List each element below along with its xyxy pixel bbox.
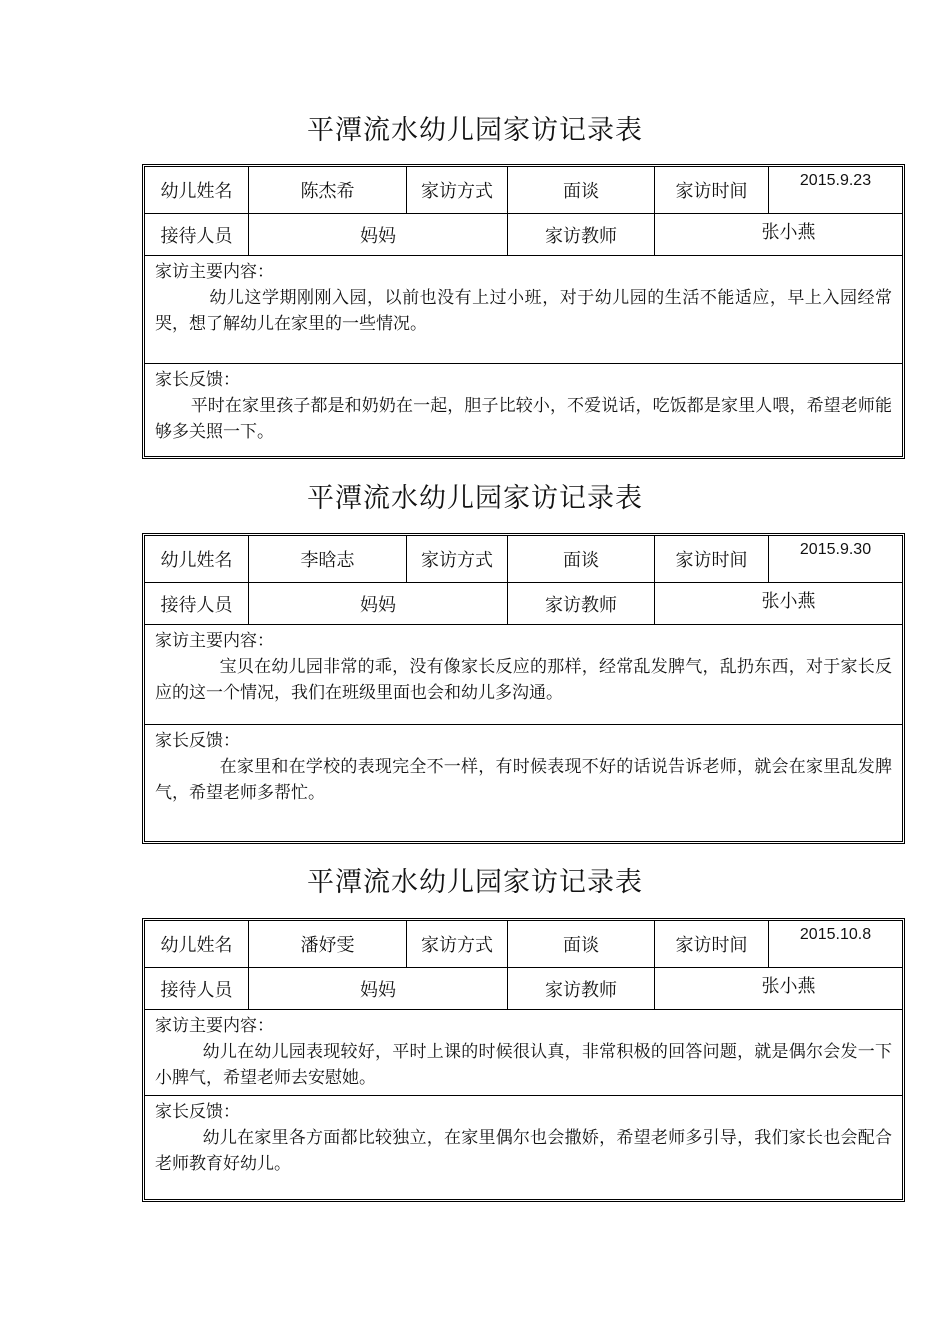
visit-content-text: 宝贝在幼儿园非常的乖，没有像家长反应的那样，经常乱发脾气，乱扔东西，对于家长反应的这一个情况，我们在班级里面也会和幼儿多沟通。 (155, 657, 892, 703)
teacher-value: 张小燕 (761, 591, 816, 612)
parent-feedback-text: 在家里和在学校的表现完全不一样，有时候表现不好的话说告诉老师，就会在家里乱发脾气，希望老师多帮忙。 (155, 757, 892, 803)
teacher-label: 家访教师 (508, 968, 655, 1009)
visit-method-label: 家访方式 (407, 167, 508, 213)
receiver-value: 妈妈 (249, 968, 508, 1009)
visit-content-section (145, 256, 902, 364)
teacher-label: 家访教师 (508, 583, 655, 624)
visit-content-section (145, 625, 902, 725)
child-name-value: 陈杰希 (249, 167, 407, 213)
record-row-basic (145, 921, 902, 968)
child-name-label: 幼儿姓名 (145, 536, 249, 582)
visit-content-label: 家访主要内容： (155, 262, 274, 282)
record-row-basic (145, 167, 902, 214)
child-name-value: 李晗志 (249, 536, 407, 582)
teacher-value: 张小燕 (761, 222, 816, 243)
record-row-basic (145, 536, 902, 583)
parent-feedback-section (145, 725, 902, 806)
visit-content-text: 幼儿这学期刚刚入园，以前也没有上过小班，对于幼儿园的生活不能适应，早上入园经常哭，想了解幼儿在家里的一些情况。 (155, 288, 892, 334)
visit-time-value: 2015.9.30 (799, 541, 872, 558)
parent-feedback-label: 家长反馈： (155, 370, 240, 390)
visit-method-label: 家访方式 (407, 536, 508, 582)
child-name-label: 幼儿姓名 (145, 167, 249, 213)
record-title: 平潭流水幼儿园家访记录表 (307, 867, 643, 898)
visit-method-value: 面谈 (508, 536, 655, 582)
visit-method-value: 面谈 (508, 921, 655, 967)
parent-feedback-section (145, 364, 902, 445)
receiver-value: 妈妈 (249, 583, 508, 624)
teacher-value: 张小燕 (761, 976, 816, 997)
receiver-label: 接待人员 (145, 968, 249, 1009)
parent-feedback-text: 平时在家里孩子都是和奶奶在一起，胆子比较小，不爱说话，吃饭都是家里人喂，希望老师能够多关照一下。 (155, 396, 892, 442)
record-row-people (145, 583, 902, 625)
receiver-label: 接待人员 (145, 583, 249, 624)
visit-method-label: 家访方式 (407, 921, 508, 967)
teacher-label: 家访教师 (508, 214, 655, 255)
visit-time-value: 2015.10.8 (799, 926, 872, 943)
visit-method-value: 面谈 (508, 167, 655, 213)
visit-time-value: 2015.9.23 (799, 172, 872, 189)
parent-feedback-text: 幼儿在家里各方面都比较独立，在家里偶尔也会撒娇，希望老师多引导，我们家长也会配合老师教育好幼儿。 (155, 1128, 892, 1174)
home-visit-record-table (142, 164, 905, 459)
receiver-label: 接待人员 (145, 214, 249, 255)
visit-time-label: 家访时间 (655, 921, 769, 967)
record-title: 平潭流水幼儿园家访记录表 (307, 115, 643, 146)
record-row-people (145, 214, 902, 256)
visit-content-label: 家访主要内容： (155, 631, 274, 651)
visit-content-section (145, 1010, 902, 1096)
receiver-value: 妈妈 (249, 214, 508, 255)
visit-content-text: 幼儿在幼儿园表现较好，平时上课的时候很认真，非常积极的回答问题，就是偶尔会发一下小脾气，希望老师去安慰她。 (155, 1042, 892, 1088)
record-title: 平潭流水幼儿园家访记录表 (307, 483, 643, 514)
parent-feedback-label: 家长反馈： (155, 731, 240, 751)
record-row-people (145, 968, 902, 1010)
visit-time-label: 家访时间 (655, 167, 769, 213)
child-name-value: 潘妤雯 (249, 921, 407, 967)
visit-content-label: 家访主要内容： (155, 1016, 274, 1036)
visit-time-label: 家访时间 (655, 536, 769, 582)
child-name-label: 幼儿姓名 (145, 921, 249, 967)
parent-feedback-label: 家长反馈： (155, 1102, 240, 1122)
parent-feedback-section (145, 1096, 902, 1177)
home-visit-record-table (142, 533, 905, 844)
home-visit-record-table (142, 918, 905, 1202)
